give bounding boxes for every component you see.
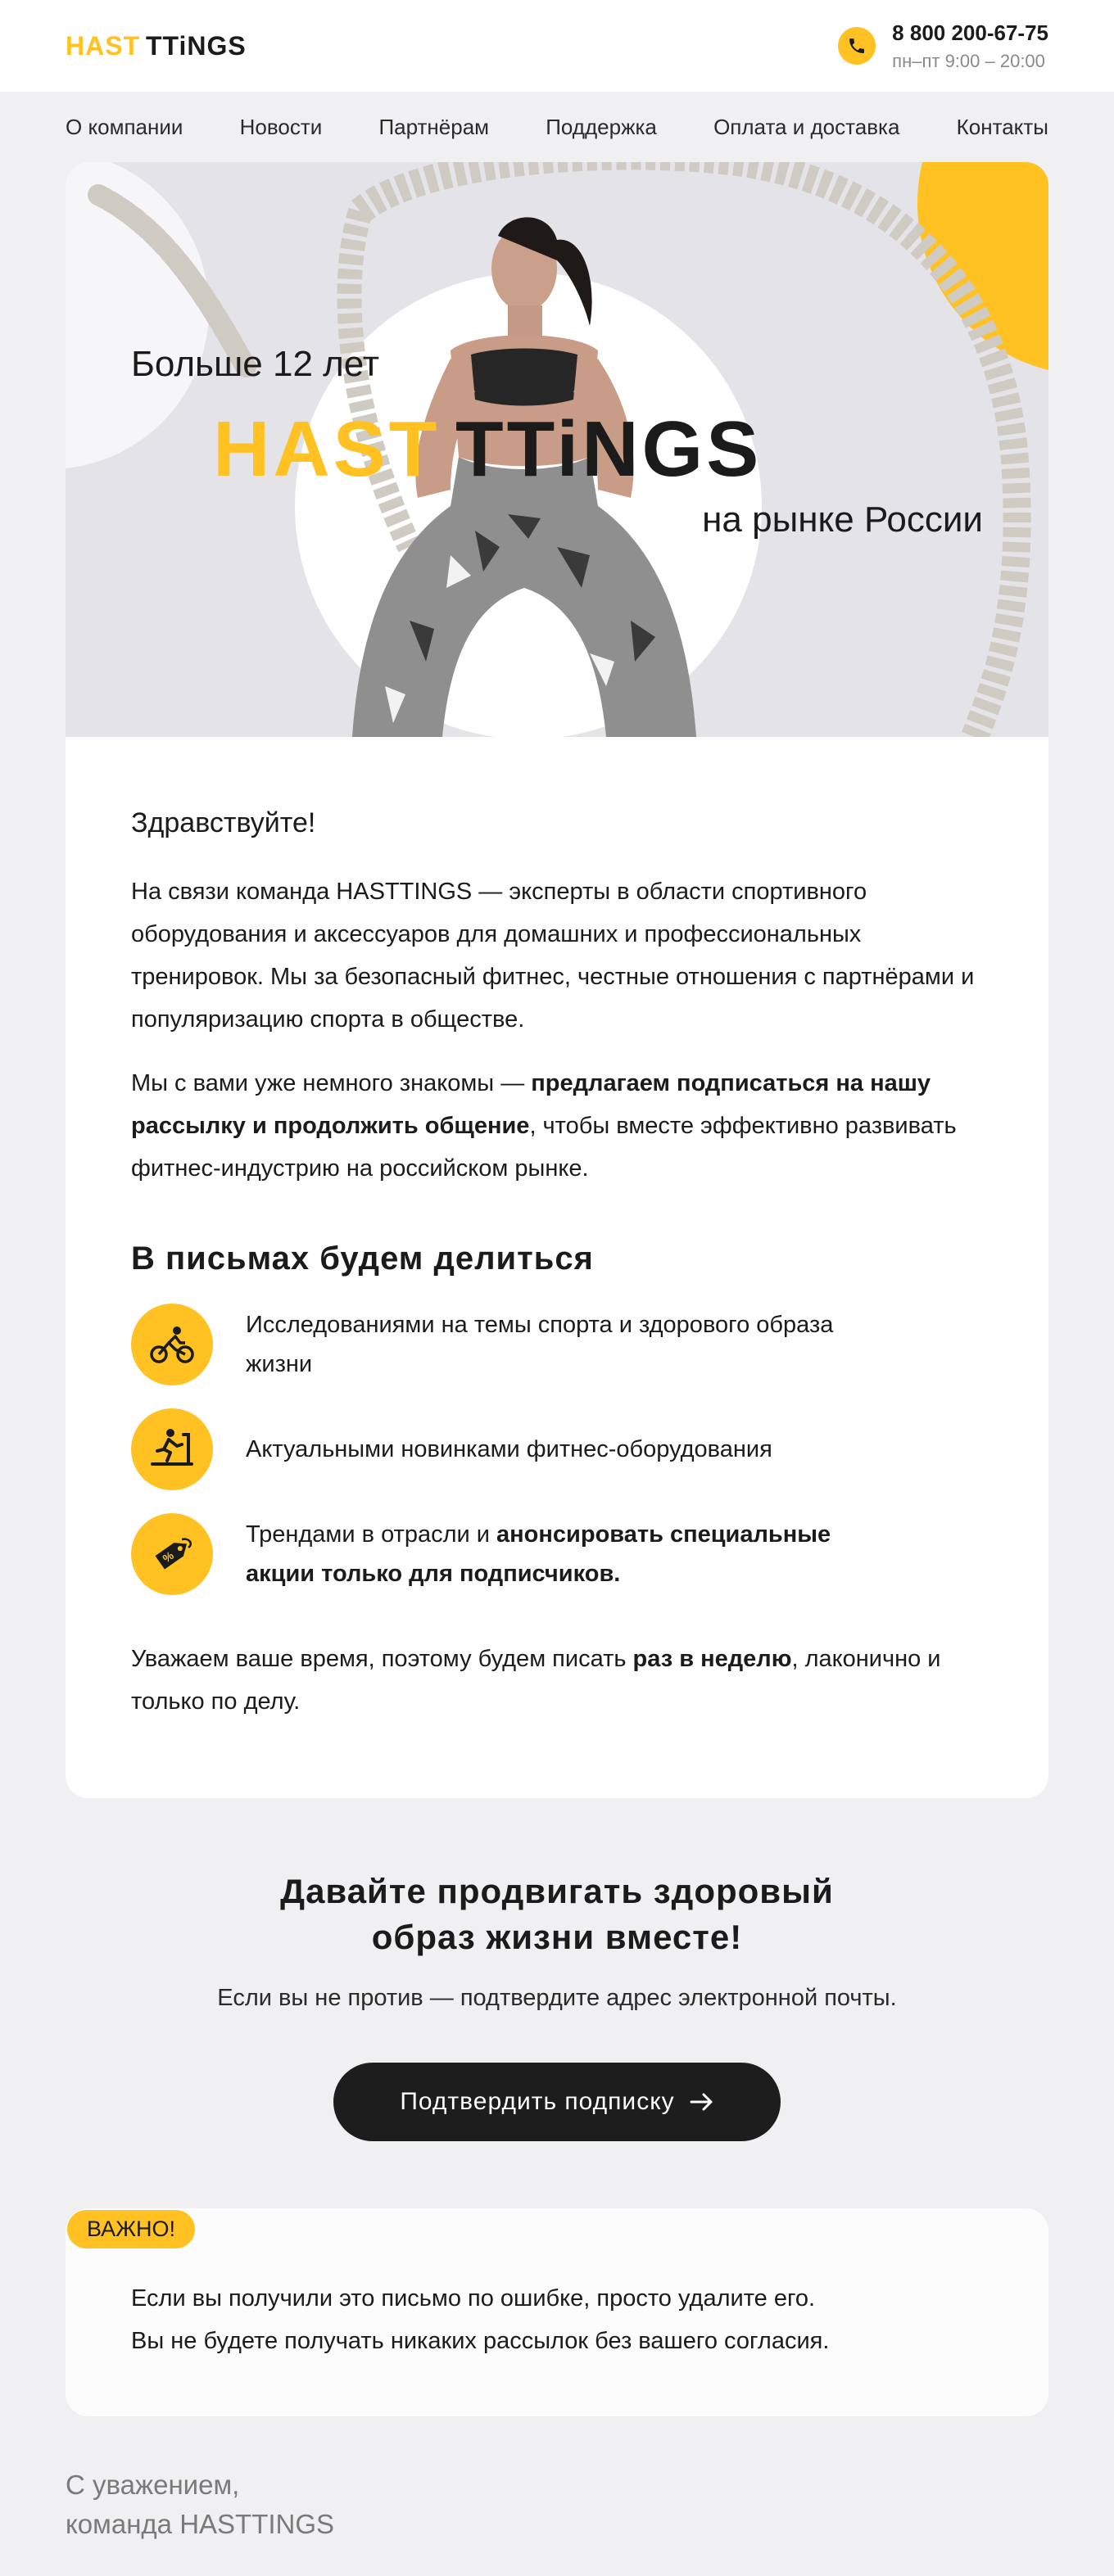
cyclist-icon: [131, 1304, 213, 1385]
nav-item-partners[interactable]: Партнёрам: [378, 114, 490, 139]
feature-text-novelties: Актуальными новинками фитнес-оборудования: [246, 1436, 772, 1462]
feature-text-trends-start: Трендами в отрасли и: [246, 1521, 497, 1548]
phone-number[interactable]: 8 800 200-67-75: [892, 20, 1048, 45]
feature-item-research: [131, 1304, 983, 1385]
brand-logo[interactable]: [66, 29, 311, 62]
discount-tag-icon: [131, 1513, 213, 1595]
svg-text:HAST: HAST: [66, 34, 141, 58]
svg-text:%: %: [160, 1548, 176, 1566]
arrow-right-icon: [690, 2092, 714, 2112]
cta-subtitle: Если вы не против — подтвердите адрес электронной почты.: [217, 1985, 897, 2011]
working-hours: пн–пт 9:00 – 20:00: [892, 50, 1045, 71]
signoff: [0, 2416, 1114, 2544]
important-notice: [66, 2208, 1048, 2416]
svg-text:HAST: HAST: [213, 412, 441, 486]
brand-logo-wordmark: [66, 34, 311, 58]
hero-banner: [66, 162, 1048, 737]
svg-text:TTiNGS: TTiNGS: [455, 412, 763, 486]
important-line1: Если вы получили это письмо по ошибке, просто удалите его.: [131, 2285, 816, 2312]
svg-text:TTiNGS: TTiNGS: [146, 34, 247, 58]
closing-paragraph-bold: раз в неделю: [632, 1646, 792, 1672]
signoff-line2: команда HASTTINGS: [66, 2509, 335, 2539]
treadmill-icon: [131, 1408, 213, 1490]
nav-item-support[interactable]: Поддержка: [546, 114, 657, 139]
closing-paragraph: [131, 1638, 983, 1723]
closing-paragraph-end: , лаконично и только по делу.: [131, 1646, 941, 1715]
signoff-line1: С уважением,: [66, 2470, 240, 2500]
nav-item-contacts[interactable]: Контакты: [956, 114, 1048, 139]
feature-item-trends: [131, 1513, 983, 1595]
phone-icon[interactable]: [838, 27, 876, 65]
feature-text-trends-bold: анонсировать специальные акции только для подписчиков.: [246, 1521, 831, 1587]
contact-block: [838, 20, 1048, 72]
nav-item-payment-delivery[interactable]: Оплата и доставка: [713, 114, 900, 139]
nav-item-about[interactable]: О компании: [66, 114, 183, 139]
greeting: Здравствуйте!: [131, 807, 316, 838]
cta-section: [0, 1798, 1114, 2141]
main-nav: [0, 92, 1114, 162]
subscribe-paragraph-start: Мы с вами уже немного знакомы —: [131, 1070, 532, 1096]
intro-paragraph: На связи команда HASTTINGS — эксперты в области спортивного оборудования и аксессуаров для домашних и профессиональных тренировок. Мы за безопасный фитнес, честные отношения с партнёрами и популяризацию спорта в обществе.: [131, 879, 975, 1033]
closing-paragraph-start: Уважаем ваше время, поэтому будем писать: [131, 1646, 633, 1672]
subscribe-paragraph-end: , чтобы вместе эффективно развивать фитнес-индустрию на российском рынке.: [131, 1113, 957, 1182]
nav-item-news[interactable]: Новости: [239, 114, 323, 139]
cta-title-line2: образ жизни вместе!: [371, 1918, 743, 1956]
top-header: [0, 0, 1114, 92]
feature-item-novelties: [131, 1408, 983, 1490]
important-badge: ВАЖНО!: [67, 2210, 195, 2248]
subscribe-paragraph-bold: предлагаем подписаться на нашу рассылку и продолжить общение: [131, 1070, 931, 1139]
feature-text-research: Исследованиями на темы спорта и здорового образа жизни: [246, 1312, 834, 1377]
confirm-subscription-label: Подтвердить подписку: [400, 2088, 675, 2115]
features-title: В письмах будем делиться: [131, 1241, 594, 1277]
confirm-subscription-button[interactable]: [333, 2063, 781, 2141]
hero-heading-line1: Больше 12 лет: [131, 344, 379, 384]
subscribe-paragraph: [131, 1062, 983, 1190]
main-card: [66, 162, 1048, 1798]
feature-text-trends: [246, 1515, 868, 1593]
cta-title-line1: Давайте продвигать здоровый: [280, 1872, 834, 1910]
cta-title: [0, 1869, 1114, 1960]
letter-content: [66, 737, 1048, 1798]
hero-heading-line3: на рынке России: [702, 499, 983, 540]
hero-brand-wordmark: [213, 412, 901, 490]
important-line2: Вы не будете получать никаких рассылок без вашего согласия.: [131, 2328, 830, 2354]
